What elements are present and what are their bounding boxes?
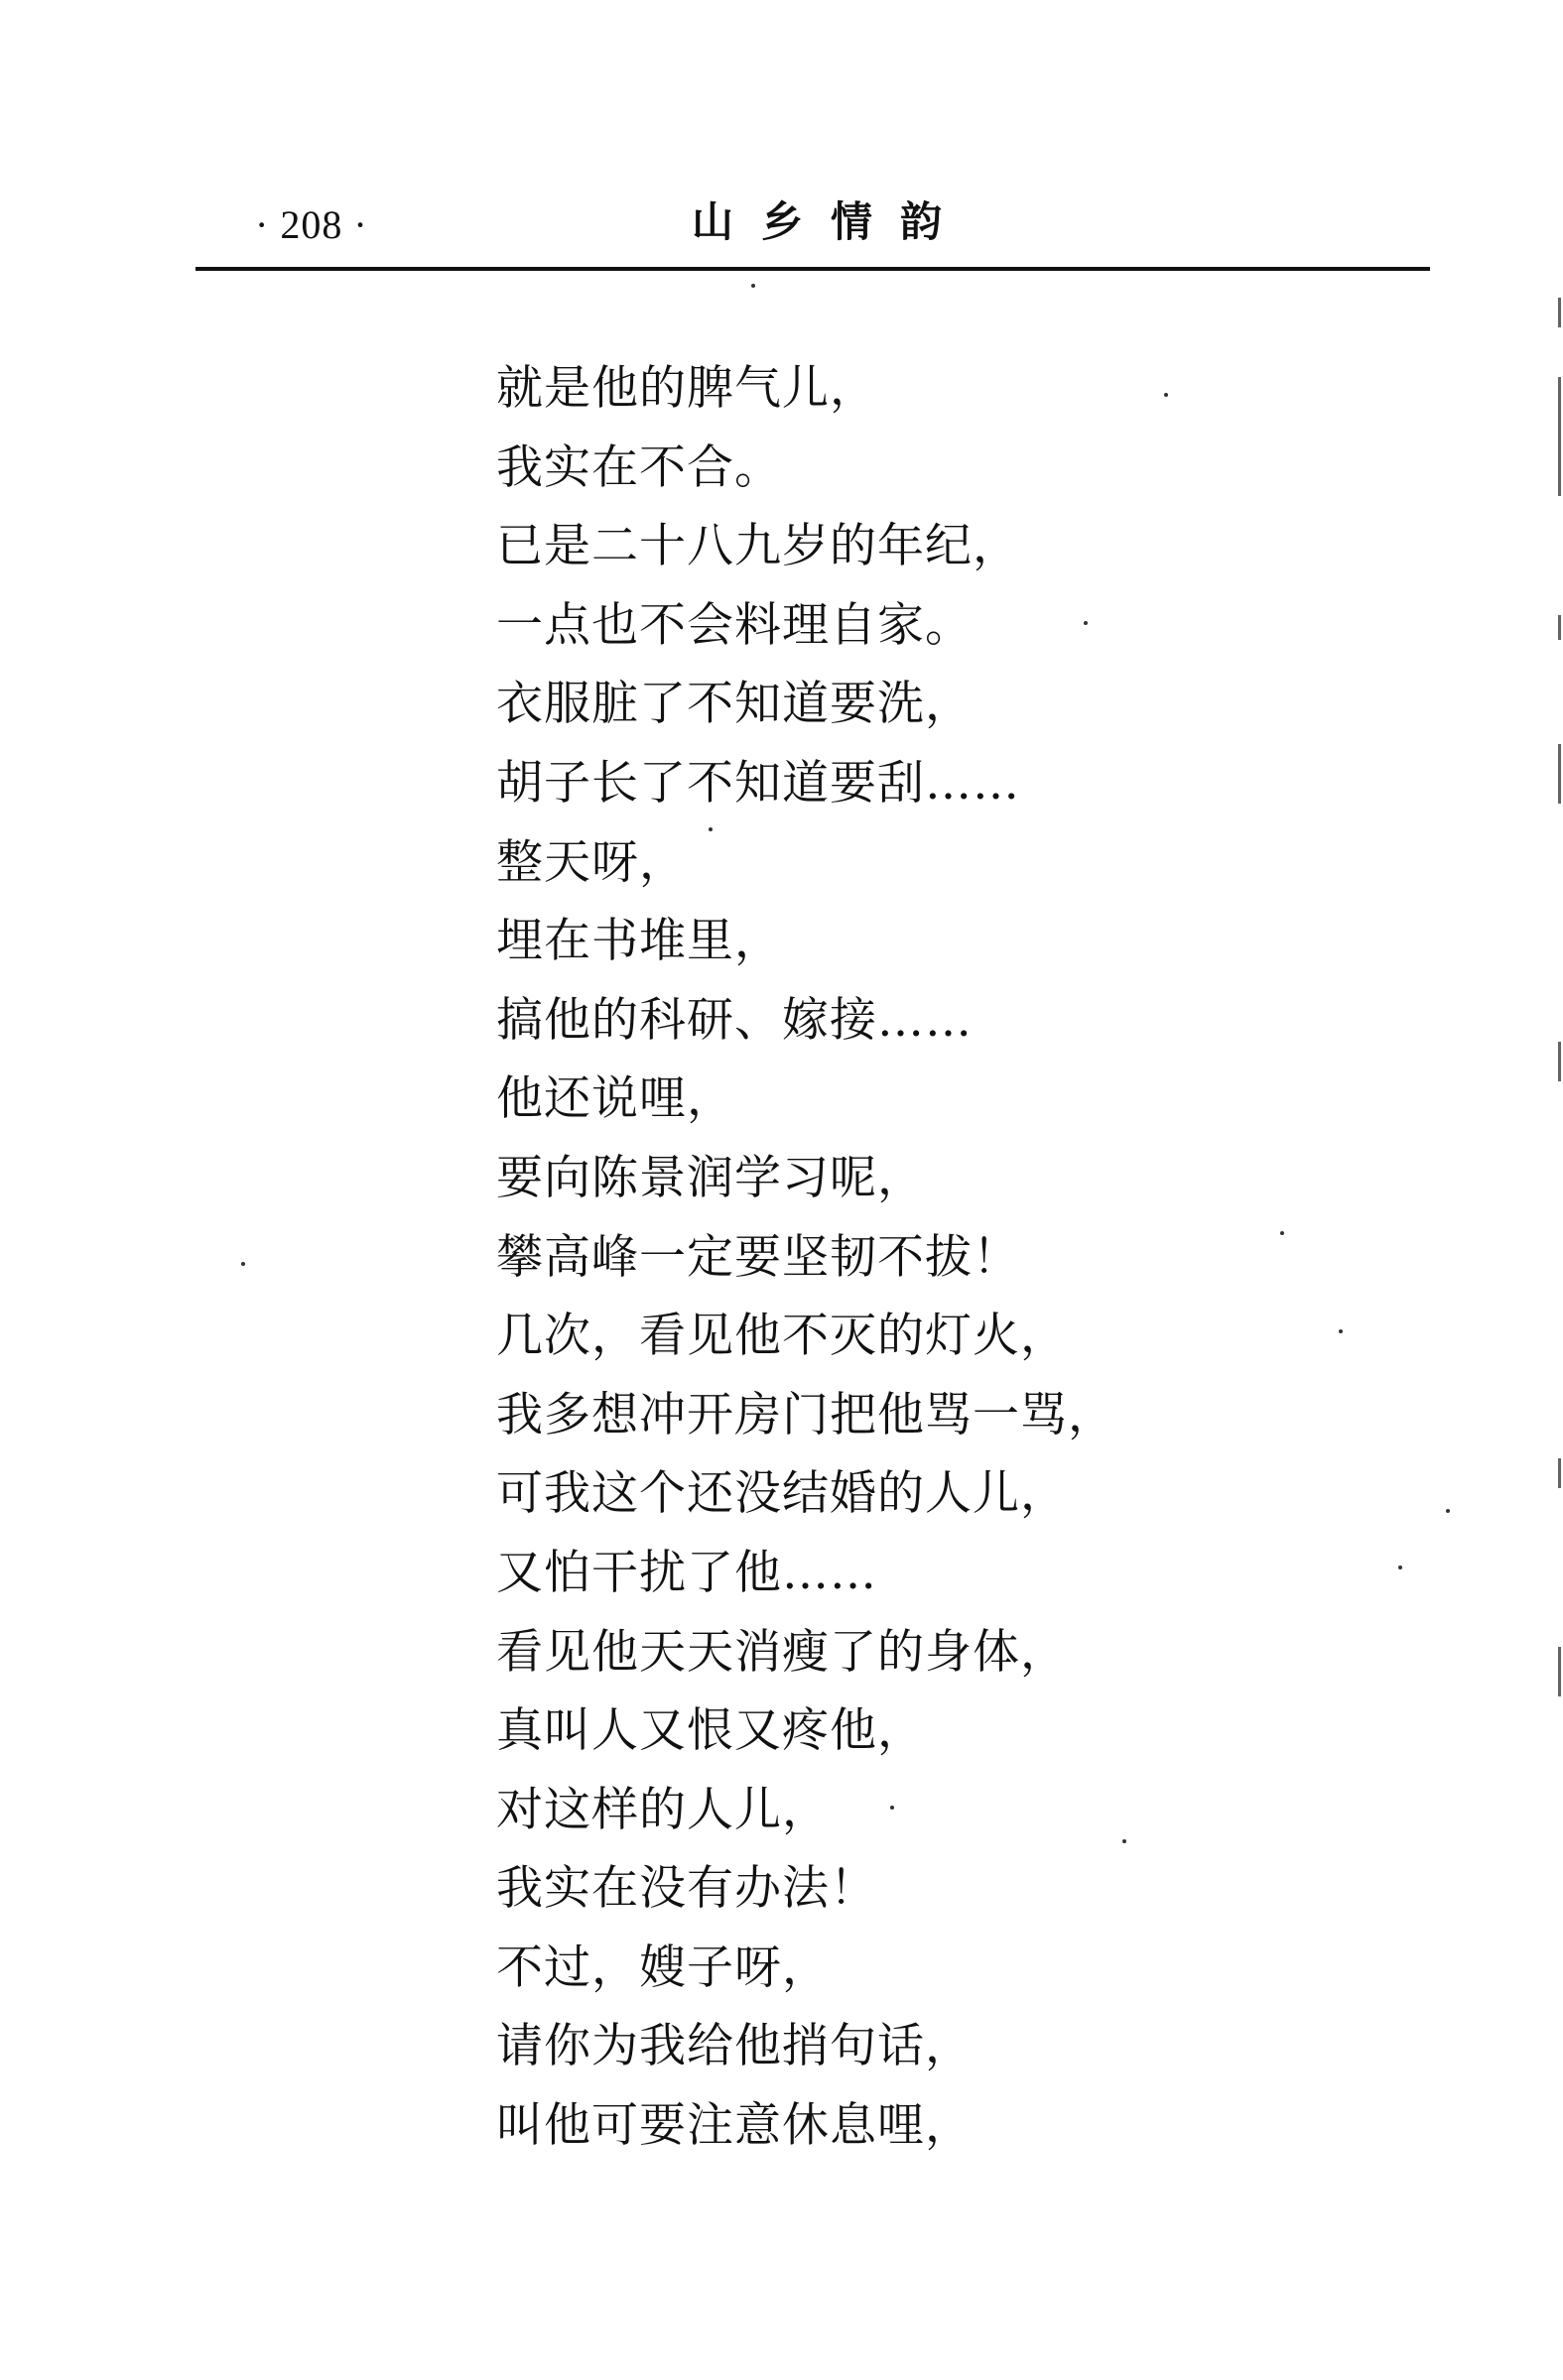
- header-rule: [195, 267, 1430, 271]
- poem-line: 要向陈景润学习呢，: [496, 1150, 925, 1205]
- scan-speck: [1339, 1329, 1343, 1333]
- page-number: · 208 ·: [255, 202, 368, 247]
- scan-speck: [1122, 1839, 1126, 1843]
- poem-line: 真叫人又恨又疼他，: [496, 1703, 925, 1759]
- poem-line: 几次，看见他不灭的灯火，: [496, 1309, 1068, 1364]
- scan-speck: [1398, 1566, 1402, 1569]
- poem-line: 一点也不会料理自家。: [496, 597, 973, 653]
- scan-speck: [890, 1806, 894, 1810]
- page-header: [195, 193, 1430, 271]
- poem-line: 叫他可要注意休息哩，: [496, 2098, 973, 2154]
- poem-line: 请你为我给他捎句话，: [496, 2019, 973, 2074]
- scan-speck: [241, 1262, 245, 1266]
- scan-speck: [1164, 393, 1168, 397]
- poem-line: 又怕干扰了他……: [496, 1545, 877, 1600]
- scan-speck: [751, 284, 755, 288]
- poem-line: 整天呀，: [496, 834, 687, 890]
- poem-line: 胡子长了不知道要刮……: [496, 755, 1020, 811]
- poem-body: [496, 349, 1290, 2166]
- scan-speck: [1446, 1509, 1450, 1513]
- poem-line: 已是二十八九岁的年纪，: [496, 519, 1020, 574]
- poem-line: 他还说哩，: [496, 1071, 734, 1127]
- page-edge-marks: [1549, 288, 1563, 1776]
- poem-line: 我实在没有办法！: [496, 1861, 877, 1917]
- poem-line: 我实在不合。: [496, 439, 782, 495]
- poem-line: 我多想冲开房门把他骂一骂，: [496, 1387, 1115, 1442]
- poem-line: 埋在书堆里，: [496, 914, 782, 969]
- poem-line: 不过，嫂子呀，: [496, 1940, 830, 1995]
- poem-line: 对这样的人儿，: [496, 1782, 830, 1837]
- poem-line: 搞他的科研、嫁接……: [496, 992, 973, 1048]
- poem-line: 衣服脏了不知道要洗，: [496, 677, 973, 732]
- poem-line: 攀高峰一定要坚韧不拔！: [496, 1229, 1020, 1285]
- poem-line: 可我这个还没结婚的人儿，: [496, 1466, 1068, 1522]
- scan-speck: [709, 827, 713, 831]
- poem-line: 就是他的脾气儿，: [496, 361, 877, 416]
- poem-line: 看见他天天消瘦了的身体，: [496, 1624, 1068, 1680]
- running-title: 山乡情韵: [692, 197, 971, 246]
- scan-speck: [1084, 621, 1088, 625]
- scan-speck: [1280, 1231, 1284, 1235]
